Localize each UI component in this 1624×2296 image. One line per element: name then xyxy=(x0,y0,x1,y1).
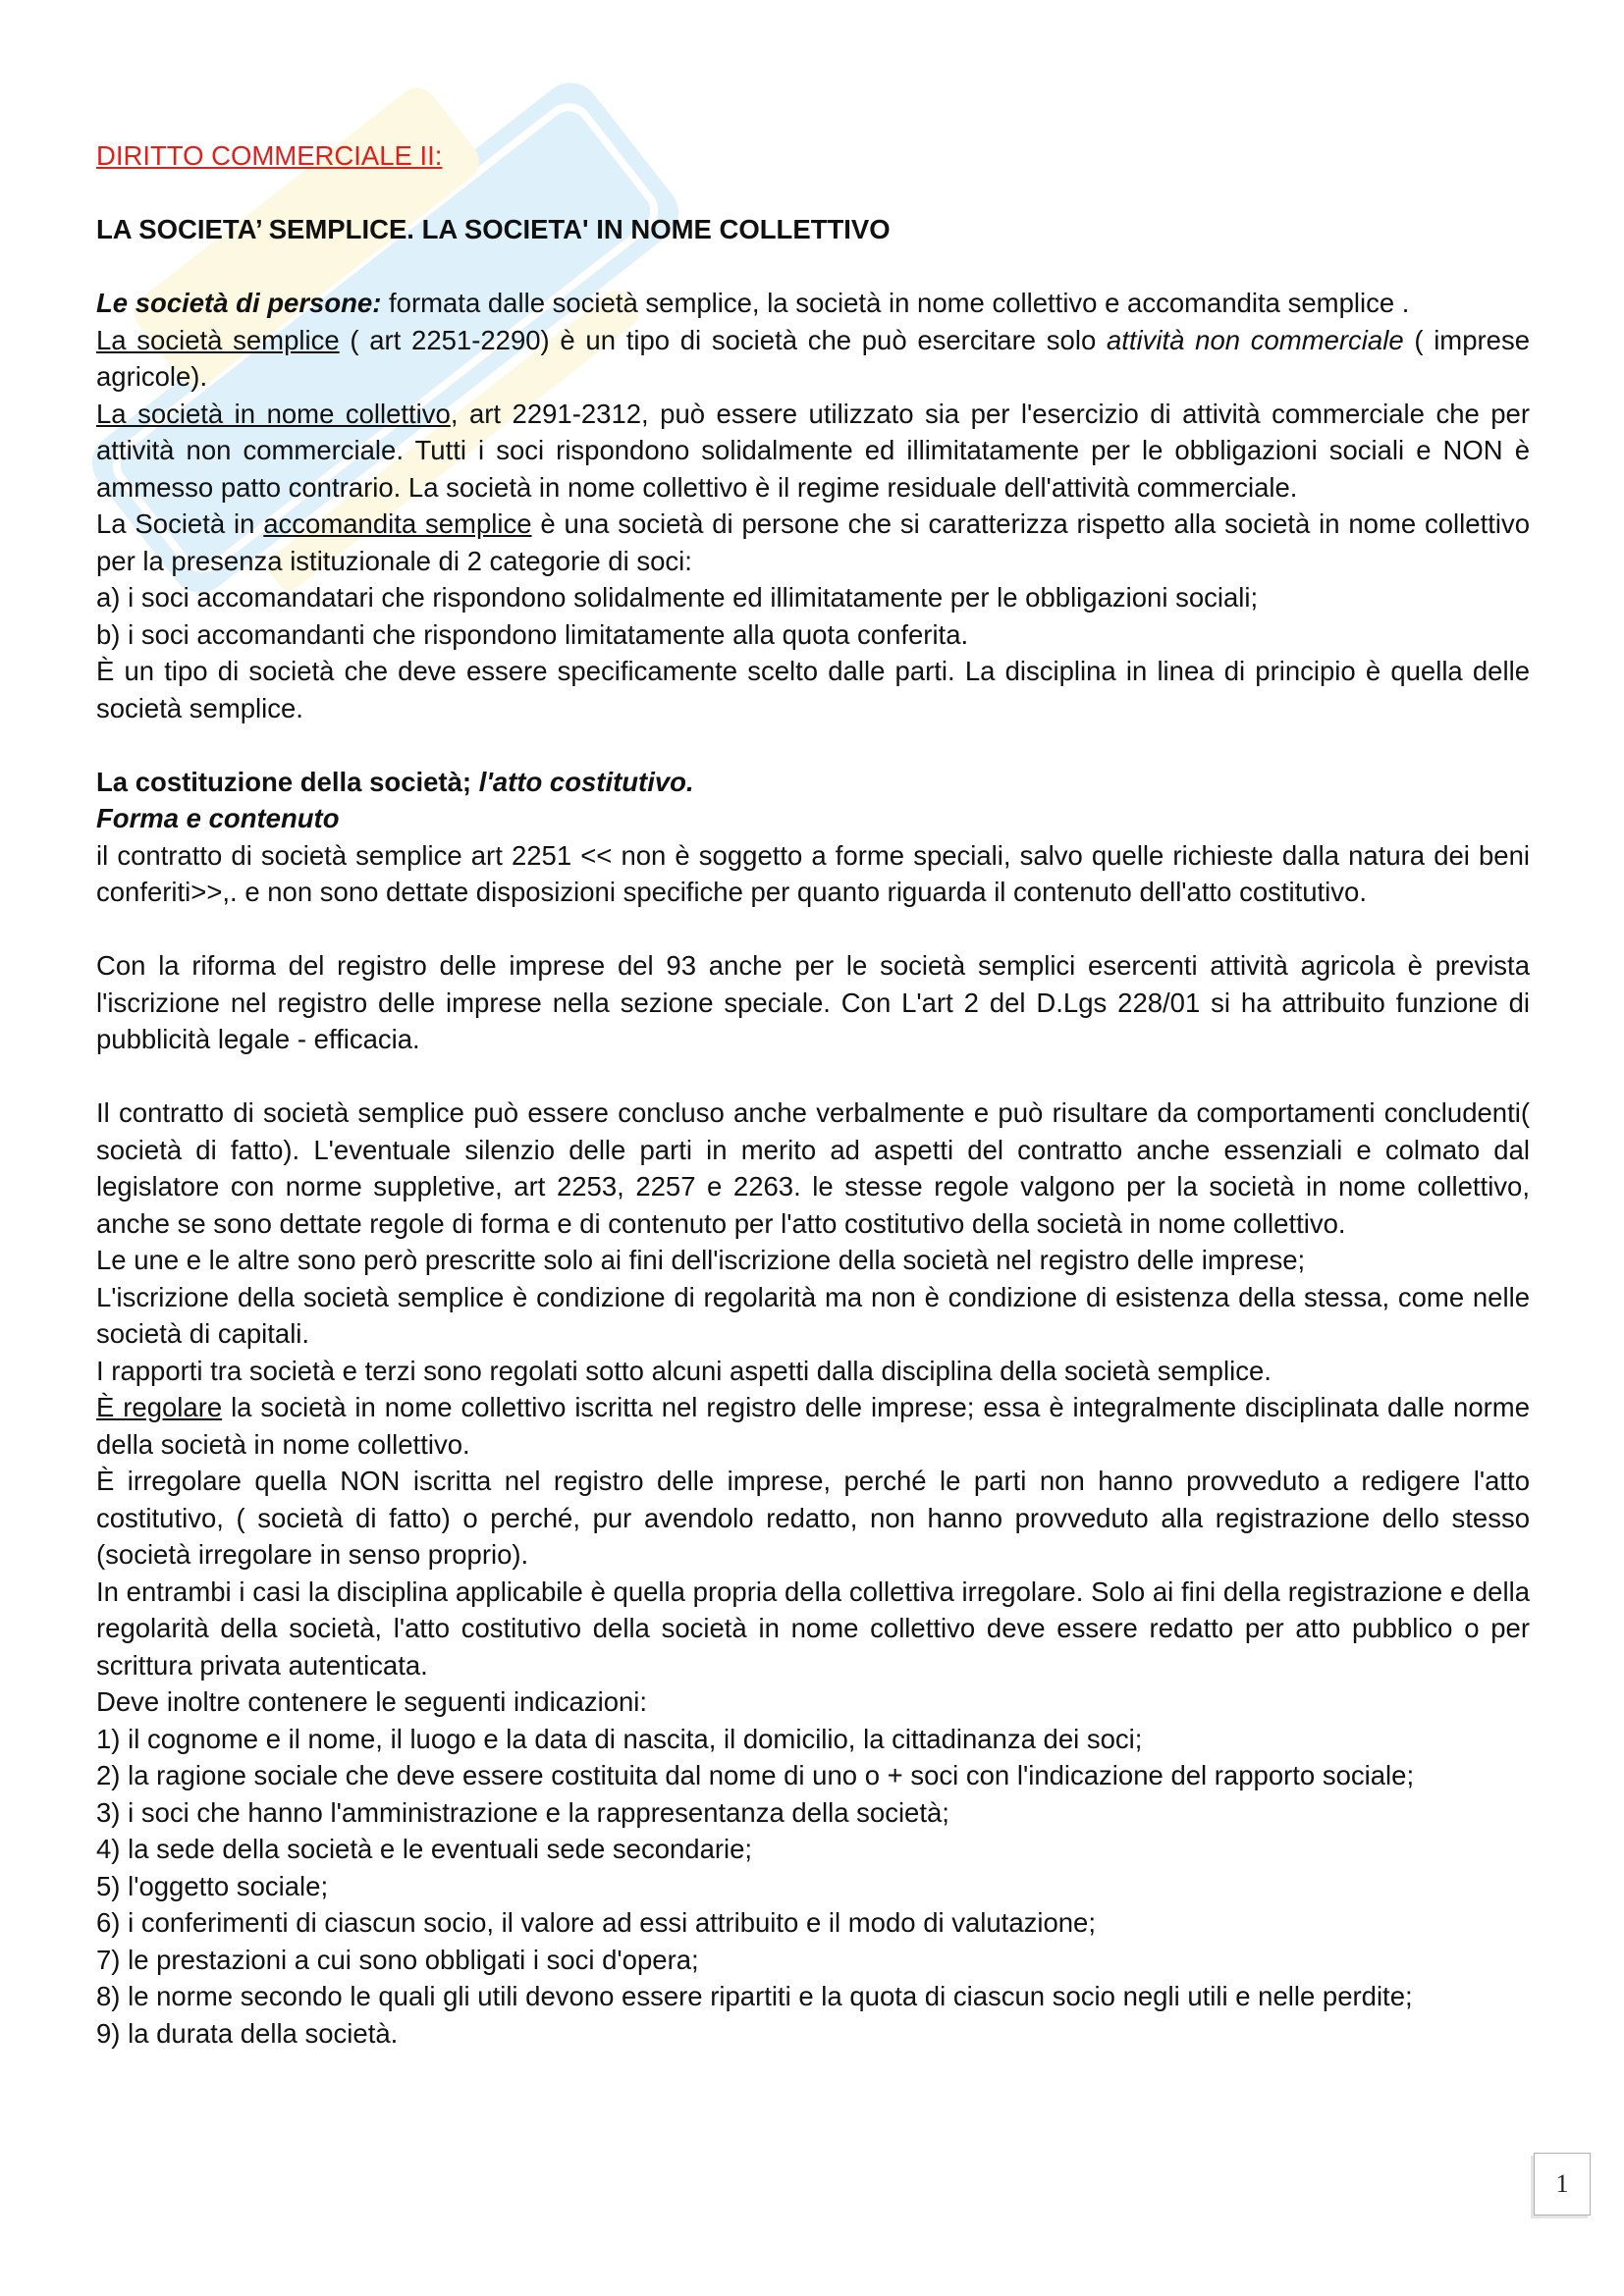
document-body xyxy=(96,137,1530,2052)
paragraph-5: L'iscrizione della società semplice è condizione di regolarità ma non è condizione di esistenza della stessa, come nelle società di capitali. xyxy=(96,1281,1530,1349)
intro-persone: Le società di persone: formata dalle società semplice, la società in nome collettivo e accomandita semplice . xyxy=(96,288,1410,318)
paragraph-1: il contratto di società semplice art 2251 << non è soggetto a forme speciali, salvo quelle richieste dalla natura dei beni conferiti>>,. e non sono dettate disposizioni specifiche per quanto riguarda il contenuto dell'atto costitutivo. xyxy=(96,839,1530,907)
soci-accomandatari: a) i soci accomandatari che rispondono solidalmente ed illimitatamente per le obbligazioni sociali; xyxy=(96,582,1259,613)
list-item: 5) l'oggetto sociale; xyxy=(96,1870,329,1901)
course-title: DIRITTO COMMERCIALE II: xyxy=(96,140,443,171)
paragraph-4: Le une e le altre sono però prescritte solo ai fini dell'iscrizione della società nel registro delle imprese; xyxy=(96,1245,1306,1275)
paragraph-7: È regolare la società in nome collettivo iscritta nel registro delle imprese; essa è integralmente disciplinata dalle norme della società in nome collettivo. xyxy=(96,1392,1530,1460)
paragraph-3: Il contratto di società semplice può essere concluso anche verbalmente e può risultare da comportamenti concludenti( società di fatto). L'eventuale silenzio delle parti in merito ad aspetti del contratto anche essenziali e colmato dal legislatore con norme suppletive, art 2253, 2257 e 2263. le stesse regole valgono per la società in nome collettivo, anche se sono dettate regole di forma e di contenuto per l'atto costitutivo della società in nome collettivo. xyxy=(96,1097,1530,1239)
section-heading: La costituzione della società; l'atto costitutivo. xyxy=(96,766,694,797)
intro-accomandita: La Società in accomandita semplice è una società di persone che si caratterizza rispetto alla società in nome collettivo per la presenza istituzionale di 2 categorie di soci: xyxy=(96,508,1531,576)
paragraph-6: I rapporti tra società e terzi sono regolati sotto alcuni aspetti dalla disciplina della società semplice. xyxy=(96,1355,1272,1386)
list-item: 6) i conferimenti di ciascun socio, il valore ad essi attribuito e il modo di valutazione; xyxy=(96,1907,1096,1938)
intro-tipo: È un tipo di società che deve essere specificamente scelto dalle parti. La disciplina in linea di principio è quella delle società semplice. xyxy=(96,656,1530,723)
soci-accomandanti: b) i soci accomandanti che rispondono limitatamente alla quota conferita. xyxy=(96,618,969,650)
list-item: 9) la durata della società. xyxy=(96,2017,399,2049)
intro-collettivo: La società in nome collettivo, art 2291-2312, può essere utilizzato sia per l'esercizio di attività commerciale che per attività non commerciale. Tutti i soci rispondono solidalmente ed illimitatamente per le obbligazioni sociali e NON è ammesso patto contrario. La società in nome collettivo è il regime residuale dell'attività commerciale. xyxy=(96,398,1531,503)
paragraph-10: Deve inoltre contenere le seguenti indicazioni: xyxy=(96,1686,648,1717)
paragraph-2: Con la riforma del registro delle imprese del 93 anche per le società semplici esercenti attività agricola è prevista l'iscrizione nel registro delle imprese nella sezione speciale. Con L'art 2 del D.Lgs 228/01 si ha attribuito funzione di pubblicità legale - efficacia. xyxy=(96,950,1530,1054)
page-number: 1 xyxy=(1534,2153,1591,2216)
list-item: 7) le prestazioni a cui sono obbligati i soci d'opera; xyxy=(96,1944,699,1975)
section-subheading: Forma e contenuto xyxy=(96,803,340,833)
list-item: 4) la sede della società e le eventuali sede secondarie; xyxy=(96,1834,753,1864)
paragraph-8: È irregolare quella NON iscritta nel registro delle imprese, perché le parti non hanno provveduto a redigere l'atto costitutivo, ( società di fatto) o perché, pur avendolo redatto, non hanno provveduto alla registrazione dello stesso (società irregolare in senso proprio). xyxy=(96,1466,1530,1570)
list-item: 1) il cognome e il nome, il luogo e la data di nascita, il domicilio, la cittadinanza dei soci; xyxy=(96,1723,1143,1754)
list-item: 8) le norme secondo le quali gli utili devono essere ripartiti e la quota di ciascun socio negli utili e nelle perdite; xyxy=(96,1981,1413,2011)
list-item: 2) la ragione sociale che deve essere costituita dal nome di uno o + soci con l'indicazione del rapporto sociale; xyxy=(96,1760,1415,1790)
chapter-title: LA SOCIETA’ SEMPLICE. LA SOCIETA' IN NOME COLLETTIVO xyxy=(96,214,891,244)
intro-semplice: La società semplice ( art 2251-2290) è un tipo di società che può esercitare solo attività non commerciale ( imprese agricole). xyxy=(96,324,1531,392)
paragraph-9: In entrambi i casi la disciplina applicabile è quella propria della collettiva irregolare. Solo ai fini della registrazione e della regolarità della società, l'atto costitutivo della società in nome collettivo deve essere redatto per atto pubblico o per scrittura privata autenticata. xyxy=(96,1575,1530,1681)
list-item: 3) i soci che hanno l'amministrazione e la rappresentanza della società; xyxy=(96,1796,949,1828)
